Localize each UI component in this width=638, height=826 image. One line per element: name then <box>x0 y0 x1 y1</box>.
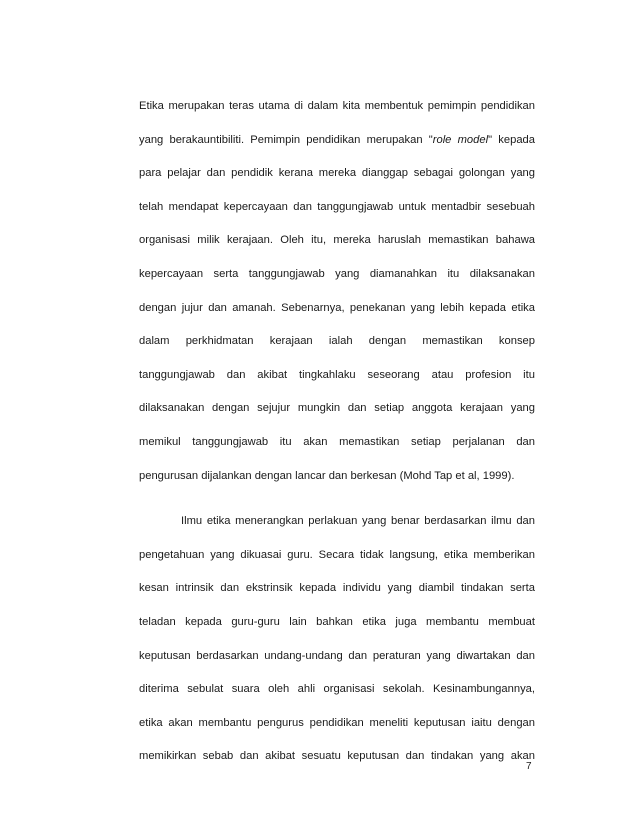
text-line: para pelajar dan pendidik kerana mereka dianggap sebagai golongan yang <box>139 167 535 180</box>
text-line: yang berakauntibiliti. Pemimpin pendidikan merupakan "role model" kepada <box>139 133 535 146</box>
emphasis-text: role model <box>432 133 489 146</box>
text-line: memikul tanggungjawab itu akan memastikan setiap perjalanan dan <box>139 435 535 448</box>
text-line: dalam perkhidmatan kerajaan ialah dengan memastikan konsep <box>139 335 535 348</box>
paragraph-1 <box>139 94 535 497</box>
text-line: memikirkan sebab dan akibat sesuatu keputusan dan tindakan yang akan <box>139 750 535 763</box>
text-line: organisasi milik kerajaan. Oleh itu, mereka haruslah memastikan bahawa <box>139 234 535 247</box>
text-line: diterima sebulat suara oleh ahli organisasi sekolah. Kesinambungannya, <box>139 683 535 696</box>
text-line: telah mendapat kepercayaan dan tanggungjawab untuk mentadbir sesebuah <box>139 200 535 213</box>
paragraph-2 <box>139 509 535 778</box>
paragraph-spacer <box>139 497 535 509</box>
text-line: pengurusan dijalankan dengan lancar dan berkesan (Mohd Tap et al, 1999). <box>139 469 515 482</box>
text-line: dengan jujur dan amanah. Sebenarnya, penekanan yang lebih kepada etika <box>139 301 535 314</box>
body-text <box>139 94 535 778</box>
page-number: 7 <box>526 761 532 772</box>
text-line: dilaksanakan dengan sejujur mungkin dan setiap anggota kerajaan yang <box>139 402 535 415</box>
text-line: tanggungjawab dan akibat tingkahlaku seseorang atau profesion itu <box>139 368 535 381</box>
text-line: Ilmu etika menerangkan perlakuan yang benar berdasarkan ilmu dan <box>181 515 535 528</box>
text-line: keputusan berdasarkan undang-undang dan peraturan yang diwartakan dan <box>139 649 535 662</box>
text-line: kepercayaan serta tanggungjawab yang diamanahkan itu dilaksanakan <box>139 267 535 280</box>
text-line: pengetahuan yang dikuasai guru. Secara tidak langsung, etika memberikan <box>139 548 535 561</box>
text-line: Etika merupakan teras utama di dalam kita membentuk pemimpin pendidikan <box>139 100 535 112</box>
text-line: kesan intrinsik dan ekstrinsik kepada individu yang diambil tindakan serta <box>139 582 535 595</box>
text-line: teladan kepada guru-guru lain bahkan etika juga membantu membuat <box>139 615 535 628</box>
text-line: etika akan membantu pengurus pendidikan meneliti keputusan iaitu dengan <box>139 716 535 729</box>
